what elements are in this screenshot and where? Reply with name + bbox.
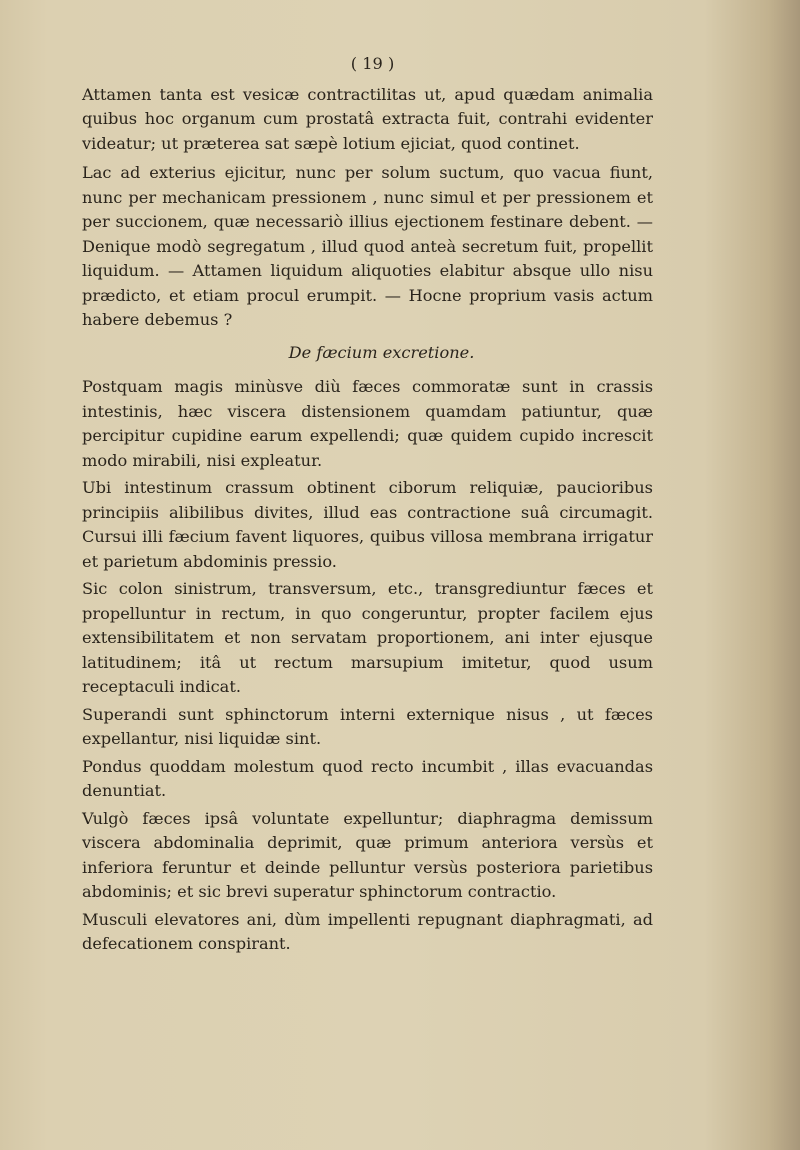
paragraph-weight-rectum: Pondus quoddam molestum quod recto incumbit , illas evacuandas denuntiat. <box>82 756 653 800</box>
paragraph-bladder-contractility: Attamen tanta est vesicæ contractilitas ut, apud quædam animalia quibus hoc organum cum prostatâ extracta fuit, contrahi evidenter videatur; ut præterea sat sæpè lotium ejiciat, quod continet. <box>82 84 653 153</box>
page-number: ( 19 ) <box>350 54 395 73</box>
paragraph-feces-retention: Postquam magis minùsve diù fæces commoratæ sunt in crassis intestinis, hæc viscera distensionem quamdam patiuntur, quæ percipitur cupidine earum expellendi; quæ quidem cupido increscit modo mirabili, nisi expleatur. <box>82 377 653 470</box>
paragraph-large-intestine: Ubi intestinum crassum obtinent ciborum reliquiæ, paucioribus principiis alibilibus divites, illud eas contractione suâ circumagit. Cursui illi fæcium favent liquores, quibus villosa membrana irrigatur et parietum abdominis pressio. <box>82 478 653 571</box>
paragraph-milk-ejection: Lac ad exterius ejicitur, nunc per solum suctum, quo vacua fiunt, nunc per mechanicam pressionem , nunc simul et per pressionem et per succionem, quæ necessariò illius ejectionem festinare debent. — Denique modò segregatum , illud quod anteà secretum fuit, propellit liquidum. — Attamen liquidum aliquoties elabitur absque ullo nisu prædicto, et etiam procul erumpit. — Hocne proprium vasis actum habere debemus ? <box>82 163 653 329</box>
paragraph-levator-ani: Musculi elevatores ani, dùm impellenti repugnant diaphragmati, ad defecationem conspirant. <box>82 909 653 953</box>
section-heading: De fæcium excretione. <box>288 342 475 362</box>
paragraph-voluntary-expulsion: Vulgò fæces ipsâ voluntate expelluntur; diaphragma demissum viscera abdominalia deprimit, quæ primum anteriora versùs et inferiora feruntur et deinde pelluntur versùs posteriora parietibus abdominis; et sic brevi superatur sphinctorum contractio. <box>82 808 653 901</box>
paragraph-sphincters: Superandi sunt sphinctorum interni externique nisus , ut fæces expellantur, nisi liquidæ sint. <box>82 704 653 748</box>
paragraph-colon-transit: Sic colon sinistrum, transversum, etc., transgrediuntur fæces et propelluntur in rectum, in quo congeruntur, propter facilem ejus extensibilitatem et non servatam proportionem, ani inter ejusque latitudinem; itâ ut rectum marsupium imitetur, quod usum receptaculi indicat. <box>82 579 653 696</box>
page-text-block <box>82 52 653 960</box>
